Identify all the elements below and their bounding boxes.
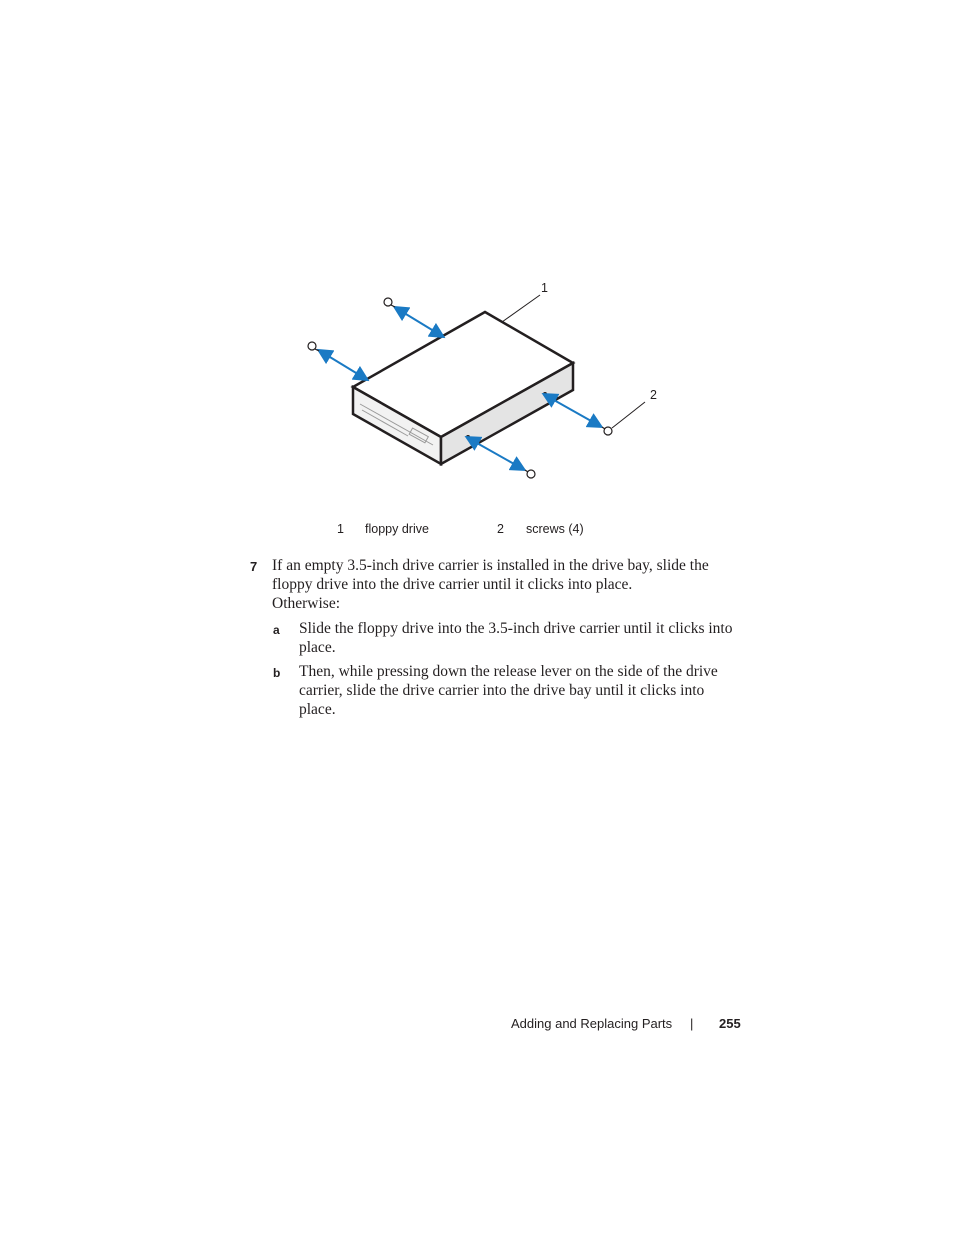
legend-label-floppy-drive: floppy drive xyxy=(365,522,429,536)
step-text-line-3: Otherwise: xyxy=(272,595,341,612)
substep-a-letter: a xyxy=(273,623,280,637)
screw-icon xyxy=(525,470,535,478)
substep-b-letter: b xyxy=(273,666,281,680)
substep-a-line-2: place. xyxy=(299,639,336,656)
substep-a-line-1: Slide the floppy drive into the 3.5-inch drive carrier until it clicks into xyxy=(299,620,733,637)
floppy-drive-diagram xyxy=(290,280,670,490)
screw-icon xyxy=(602,427,612,435)
substep-b-line-2: carrier, slide the drive carrier into the drive bay until it clicks into xyxy=(299,682,705,699)
screw-icon xyxy=(308,342,319,351)
callout-1: 1 xyxy=(541,281,548,295)
footer-separator: | xyxy=(690,1016,694,1031)
floppy-drive xyxy=(353,312,573,464)
floppy-drive-illustration xyxy=(290,280,670,490)
step-text-line-1: If an empty 3.5-inch drive carrier is installed in the drive bay, slide the xyxy=(272,557,709,574)
page-number: 255 xyxy=(719,1016,741,1031)
callout-2: 2 xyxy=(650,388,657,402)
legend-number-2: 2 xyxy=(497,522,504,536)
footer-section-title: Adding and Replacing Parts xyxy=(511,1016,673,1031)
substep-b-line-3: place. xyxy=(299,701,336,718)
step-text-line-2: floppy drive into the drive carrier until it clicks into place. xyxy=(272,576,633,593)
legend-number-1: 1 xyxy=(337,522,344,536)
screw-icon xyxy=(384,298,395,307)
substep-b-line-1: Then, while pressing down the release lever on the side of the drive xyxy=(299,663,718,680)
legend-label-screws: screws (4) xyxy=(526,522,584,536)
step-number: 7 xyxy=(250,559,258,574)
